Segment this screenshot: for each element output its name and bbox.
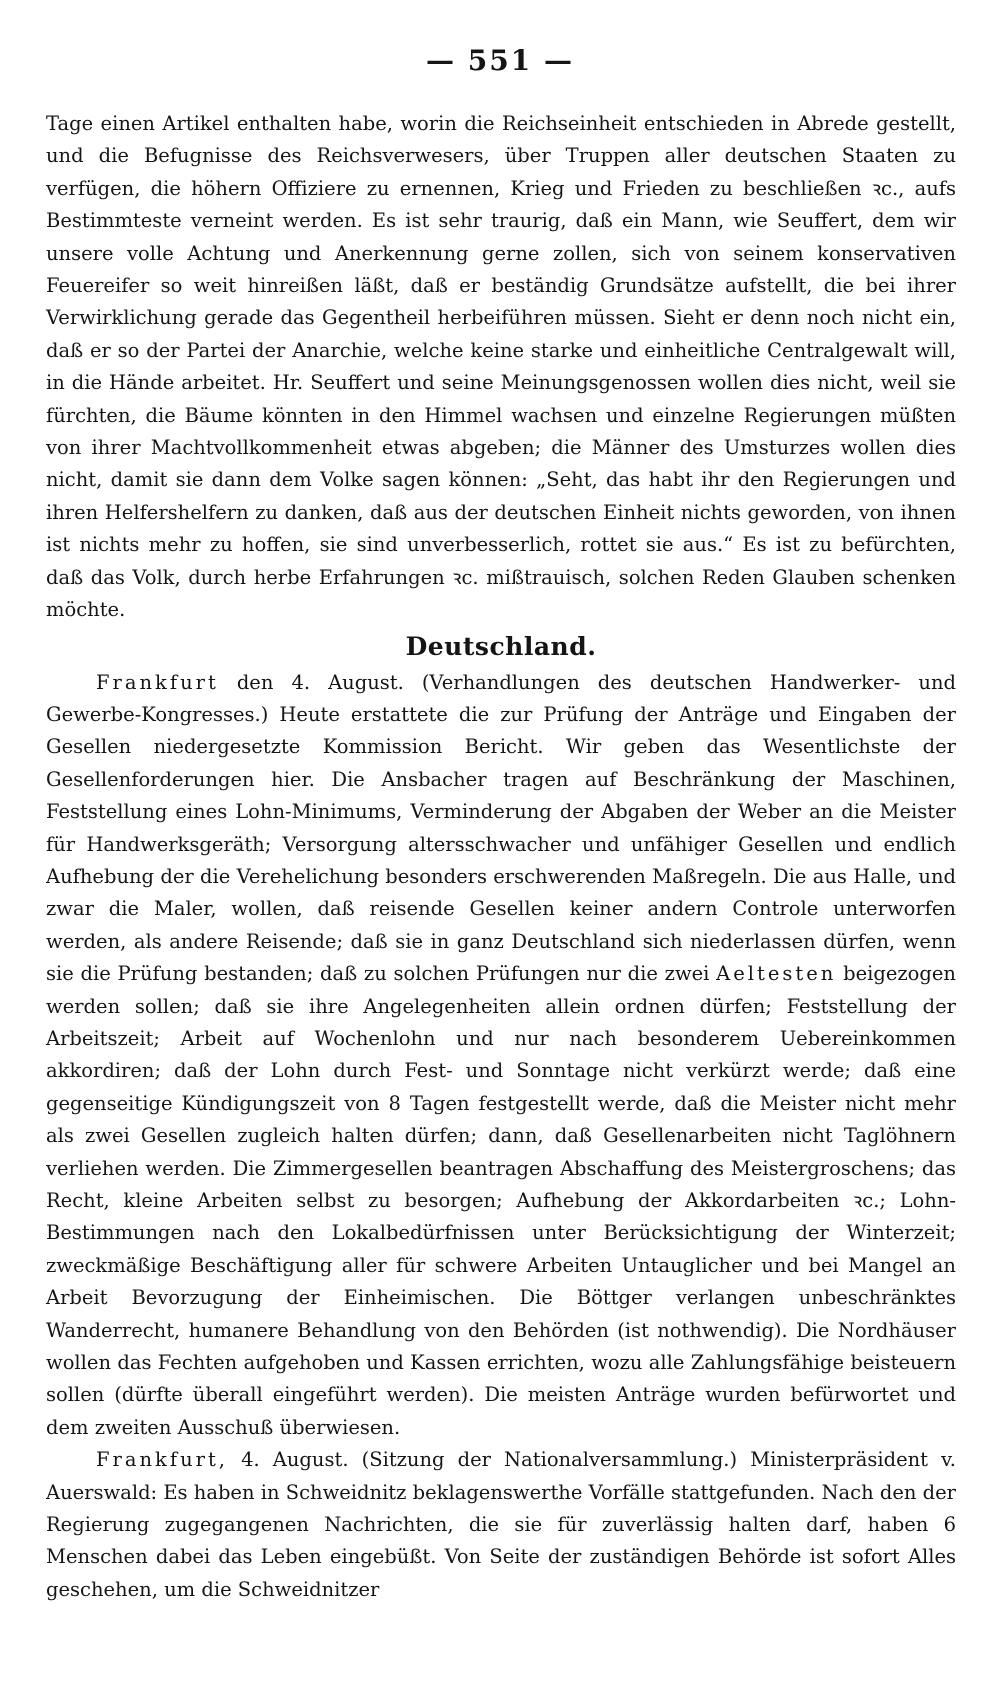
paragraph-nationalversammlung (46, 1444, 956, 1606)
dateline-frankfurt-2: Frankfurt, (96, 1448, 228, 1472)
paragraph-text: den 4. August. (Verhandlungen des deutschen Handwerker- und Gewerbe-Kongresses.) Heute erstattete die zur Prüfung der Anträge und Eingaben der Gesellen niedergesetzte Kommission Bericht. Wir geben das Wesentlichste der Gesellenforderungen hier. Die Ansbacher tragen auf Beschränkung der Maschinen, Feststellung eines Lohn-Minimums, Verminderung der Abgaben der Weber an die Meister für Handwerksgeräth; Versorgung altersschwacher und unfähiger Gesellen und endlich Aufhebung der die Verehelichung besonders erschwerenden Maßregeln. Die aus Halle, und zwar die Maler, wollen, daß reisende Gesellen keiner andern Controle unterworfen werden, als andere Reisende; daß sie in ganz Deutschland sich niederlassen dürfen, wenn sie die Prüfung bestanden; daß zu solchen Prüfungen nur die zwei (46, 670, 956, 986)
spaced-word-aeltesten: Aeltesten (716, 962, 837, 986)
page-number: — 551 — (426, 44, 574, 77)
article-body (46, 108, 956, 1606)
paragraph-seuffert-commentary: Tage einen Artikel enthalten habe, worin die Reichseinheit entschieden in Abrede gestellt, und die Befugnisse des Reichsverwesers, über Truppen aller deutschen Staaten zu verfügen, die höhern Offiziere zu ernennen, Krieg und Frieden zu beschließen ꝛc., aufs Bestimmteste verneint werden. Es ist sehr traurig, daß ein Mann, wie Seuffert, dem wir unsere volle Achtung und Anerkennung gerne zollen, sich von seinem konservativen Feuereifer so weit hinreißen läßt, daß er beständig Grundsätze aufstellt, die bei ihrer Verwirklichung gerade das Gegentheil herbeiführen müssen. Sieht er denn noch nicht ein, daß er so der Partei der Anarchie, welche keine starke und einheitliche Centralgewalt will, in die Hände arbeitet. Hr. Seuffert und seine Meinungsgenossen wollen dies nicht, weil sie fürchten, die Bäume könnten in den Himmel wachsen und einzelne Regierungen müßten von ihrer Machtvollkommenheit etwas abgeben; die Männer des Umsturzes wollen dies nicht, damit sie dann dem Volke sagen können: „Seht, das habt ihr den Regierungen und ihren Helfershelfern zu danken, daß aus der deutschen Einheit nichts geworden, von ihnen ist nichts mehr zu hoffen, sie sind unverbesserlich, rottet sie aus.“ Es ist zu befürchten, daß das Volk, durch herbe Erfahrungen ꝛc. mißtrauisch, solchen Reden Glauben schenken möchte. (46, 112, 956, 622)
paragraph-text: 4. August. (Sitzung der Nationalversammlung.) Ministerpräsident v. Auerswald: Es haben in Schweidnitz beklagenswerthe Vorfälle stattgefunden. Nach den der Regierung zugegangenen Nachrichten, die sie für zuverlässig halten darf, haben 6 Menschen dabei das Leben eingebüßt. Von Seite der zuständigen Behörde ist sofort Alles geschehen, um die Schweidnitzer (46, 1448, 956, 1601)
paragraph-handwerker-kongress (46, 667, 956, 1445)
dateline-frankfurt: Frankfurt (96, 670, 219, 694)
paragraph-text-continued: beigezogen werden sollen; daß sie ihre Angelegenheiten allein ordnen dürfen; Feststellung der Arbeitszeit; Arbeit auf Wochenlohn und nur nach besonderem Uebereinkommen akkordiren; daß der Lohn durch Fest- und Sonntage nicht verkürzt werde; daß eine gegenseitige Kündigungszeit von 8 Tagen festgestellt werde, daß die Meister nicht mehr als zwei Gesellen zugleich halten dürfen; dann, daß Gesellenarbeiten nicht Taglöhnern verliehen werden. Die Zimmergesellen beantragen Abschaffung des Meistergroschens; das Recht, kleine Arbeiten selbst zu besorgen; Aufhebung der Akkordarbeiten ꝛc.; Lohn-Bestimmungen nach den Lokalbedürfnissen unter Berücksichtigung der Winterzeit; zweckmäßige Beschäftigung aller für schwere Arbeiten Untauglicher und bei Mangel an Arbeit Bevorzugung der Einheimischen. Die Böttger verlangen unbeschränktes Wanderrecht, humanere Behandlung von den Behörden (ist nothwendig). Die Nordhäuser wollen das Fechten aufgehoben und Kassen errichten, wozu alle Zahlungsfähige beisteuern sollen (dürfte überall eingeführt werden). Die meisten Anträge wurden befürwortet und dem zweiten Ausschuß überwiesen. (46, 962, 956, 1439)
section-heading-deutschland: Deutschland. (405, 631, 597, 661)
